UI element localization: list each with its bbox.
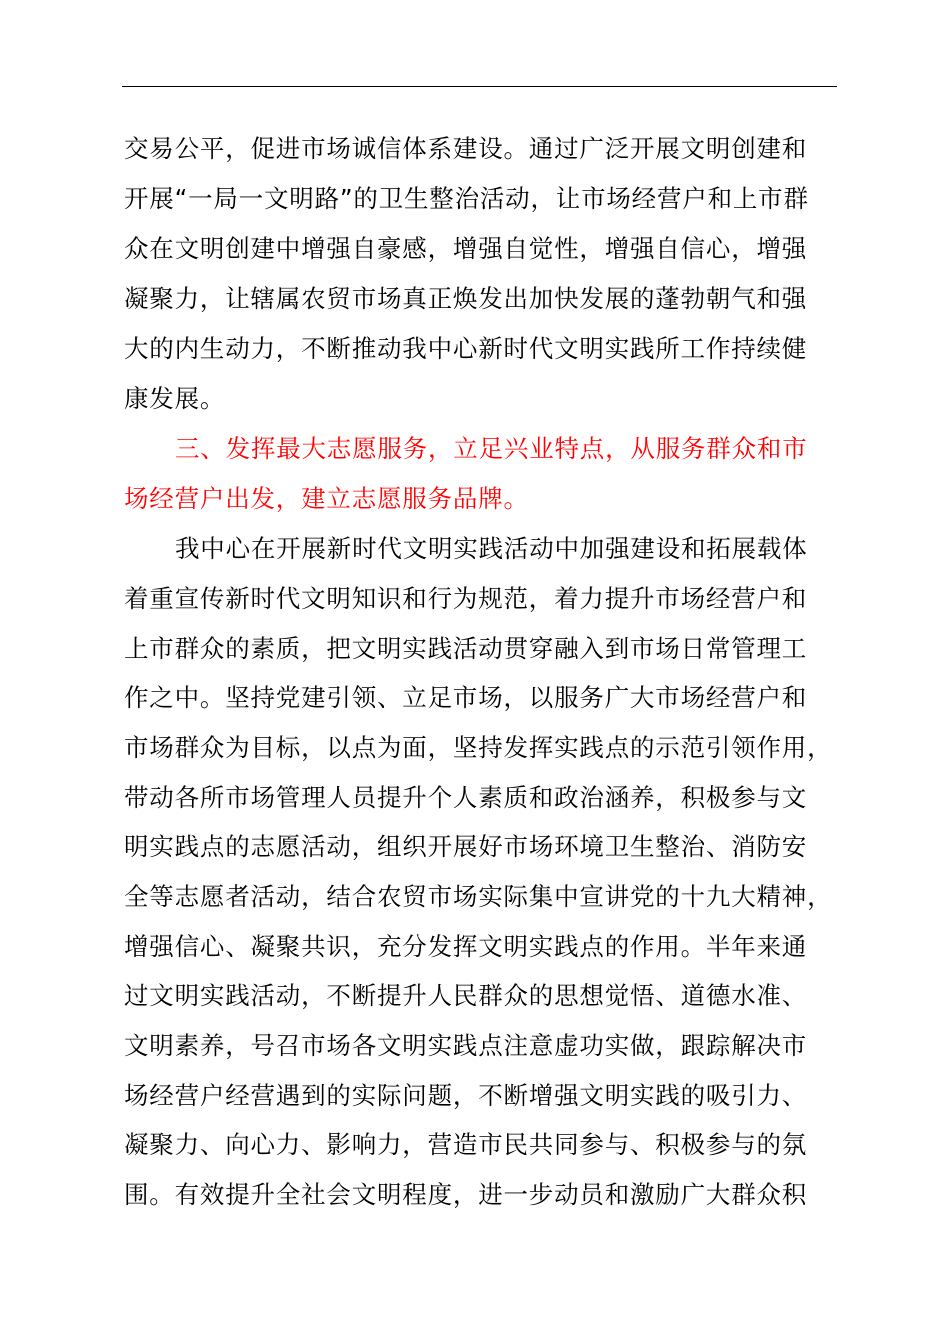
text-line: 大的内生动力，不断推动我中心新时代文明实践所工作持续健	[124, 334, 808, 363]
heading-line: 场经营户出发，建立志愿服务品牌。	[124, 484, 529, 513]
text-line: 过文明实践活动，不断提升人民群众的思想觉悟、道德水准、	[124, 981, 808, 1010]
text-line: 市场群众为目标，以点为面，坚持发挥实践点的示范引领作用，	[124, 733, 833, 762]
text-line: 全等志愿者活动，结合农贸市场实际集中宣讲党的十九大精神，	[124, 882, 833, 911]
text-line: 文明素养，号召市场各文明实践点注意虚功实做，跟踪解决市	[124, 1031, 808, 1060]
text-line: 交易公平，促进市场诚信体系建设。通过广泛开展文明创建和	[124, 134, 808, 163]
text-line: 场经营户经营遇到的实际问题，不断增强文明实践的吸引力、	[124, 1081, 808, 1110]
text-line: 众在文明创建中增强自豪感，增强自觉性，增强自信心，增强	[124, 234, 808, 263]
text-line: 着重宣传新时代文明知识和行为规范，着力提升市场经营户和	[124, 584, 808, 613]
text-line: 带动各所市场管理人员提升个人素质和政治涵养，积极参与文	[124, 783, 808, 812]
text-line: 增强信心、凝聚共识，充分发挥文明实践点的作用。半年来通	[124, 932, 808, 961]
text-line: 开展“一局一文明路”的卫生整治活动，让市场经营户和上市群	[124, 184, 809, 213]
text-line: 凝聚力、向心力、影响力，营造市民共同参与、积极参与的氛	[124, 1130, 808, 1159]
text-line: 康发展。	[124, 384, 226, 413]
text-line: 我中心在开展新时代文明实践活动中加强建设和拓展载体	[175, 534, 808, 563]
text-line: 明实践点的志愿活动，组织开展好市场环境卫生整治、消防安	[124, 832, 808, 861]
header-rule	[122, 86, 837, 87]
heading-line: 三、发挥最大志愿服务，立足兴业特点，从服务群众和市	[175, 434, 808, 463]
text-line: 作之中。坚持党建引领、立足市场，以服务广大市场经营户和	[124, 683, 808, 712]
text-line: 上市群众的素质，把文明实践活动贯穿融入到市场日常管理工	[124, 634, 808, 663]
text-line: 围。有效提升全社会文明程度，进一步动员和激励广大群众积	[124, 1180, 808, 1209]
text-line: 凝聚力，让辖属农贸市场真正焕发出加快发展的蓬勃朝气和强	[124, 284, 808, 313]
